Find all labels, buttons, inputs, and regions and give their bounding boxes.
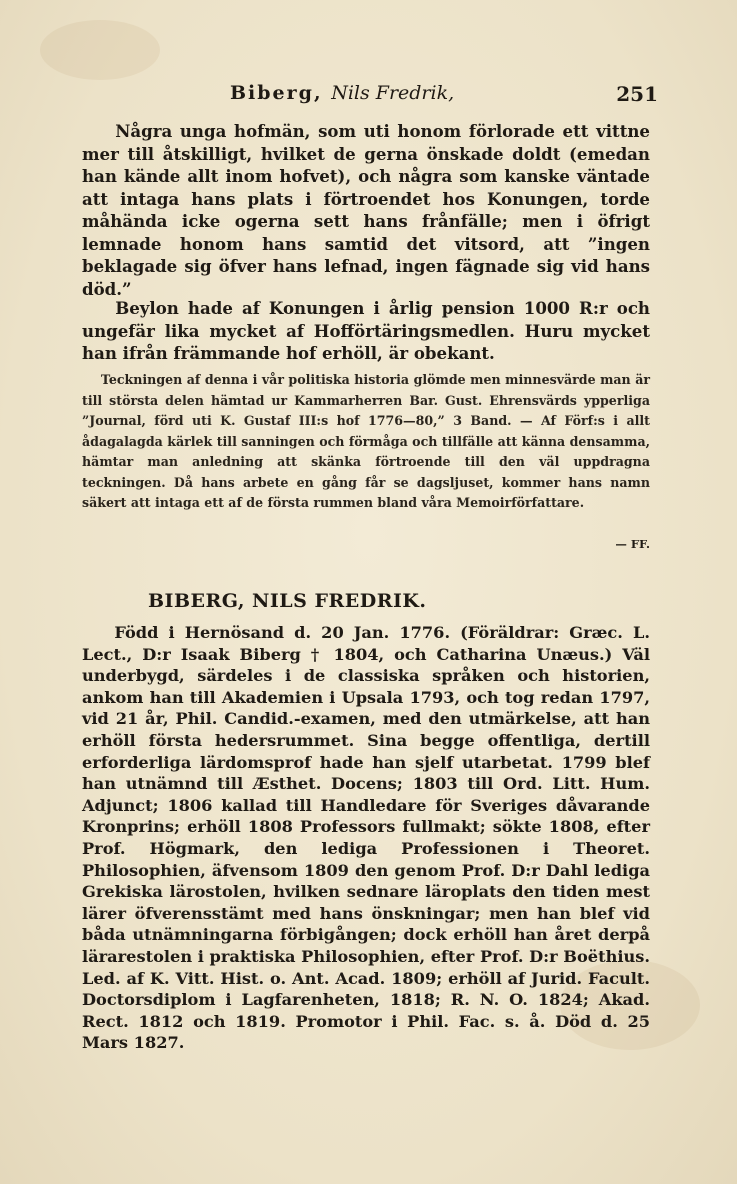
paragraph-hofman: Några unga hofmän, som uti honom förlorade ett vittne mer till åtskilligt, hvilket de gerna önskade doldt (emedan han kände allt inom hofvet), och några som kanske väntade att intaga hans plats i förtroendet hos Konungen, torde måhända icke ogerna sett hans frånfälle; men i öfrigt lemnade honom hans samtid det vitsord, att ”ingen beklagade sig öfver hans lefnad, ingen fägnade sig vid hans död.” xyxy=(82,121,650,299)
entry-body: Född i Hernösand d. 20 Jan. 1776. (Föräldrar: Græc. L. Lect., D:r Isaak Biberg † 1804, och Catharina Unæus.) Väl underbygd, särdeles i de classiska språken och historien, ankom han till Akademien i Upsala 1793, och tog redan 1797, vid 21 år, Phil. Candid.-examen, med den utmärkelse, att han erhöll första hedersrummet. Sina begge offentliga, dertill erforderliga lärdomsprof hade han sjelf utarbetat. 1799 blef han utnämnd till Æsthet. Docens; 1803 till Ord. Litt. Hum. Adjunct; 1806 kallad till Handledare för Sveriges dåvarande Kronprins; erhöll 1808 Professors fullmakt; sökte 1808, efter Prof. Högmark, den lediga Professionen i Theoret. Philosophien, äfvensom 1809 den genom Prof. D:r Dahl lediga Grekiska lärostolen, hvilken sednare läroplats den tiden mest lärer öfverensstämt med hans önskningar; men han blef vid båda utnämningarna förbigången; dock erhöll han året derpå lärarestolen i praktiska Philosophien, efter Prof. D:r Boëthius. Led. af K. Vitt. Hist. o. Ant. Acad. 1809; erhöll af Jurid. Facult. Doctorsdiplom i Lagfarenheten, 1818; R. N. O. 1824; Akad. Rect. 1812 och 1819. Promotor i Phil. Fac. s. å. Död d. 25 Mars 1827. xyxy=(82,623,650,1053)
page-stain xyxy=(40,20,160,80)
page-number: 251 xyxy=(616,82,658,106)
header-name xyxy=(230,82,454,104)
running-header xyxy=(230,82,658,116)
footnote: Teckningen af denna i vår politiska historia glömde men minnesvärde man är till största delen hämtad ur Kammarherren Bar. Gust. Ehrensvärds ypperliga ”Journal, förd uti K. Gustaf III:s hof 1776—80,” 3 Band. — Af Förf:s i allt ådagalagda kärlek till sanningen och förmåga och tillfälle att känna densamma, hämtar man anledning att skänka förtroende till den väl uppdragna teckningen. Då hans arbete en gång får se dagsljuset, kommer hans namn säkert att intaga ett af de första rummen bland våra Memoirförfattare. xyxy=(82,372,650,510)
header-name-italic: Nils Fredrik, xyxy=(331,82,455,104)
footnote-signature: — FF. xyxy=(615,537,650,551)
paragraph-pension: Beylon hade af Konungen i årlig pension 1000 R:r och ungefär lika mycket af Hofförtäringsmedlen. Huru mycket han ifrån främmande hof erhöll, är obekant. xyxy=(82,298,650,363)
entry-heading: BIBERG, NILS FREDRIK. xyxy=(148,590,427,612)
header-name-caps: Biberg, xyxy=(230,82,323,104)
